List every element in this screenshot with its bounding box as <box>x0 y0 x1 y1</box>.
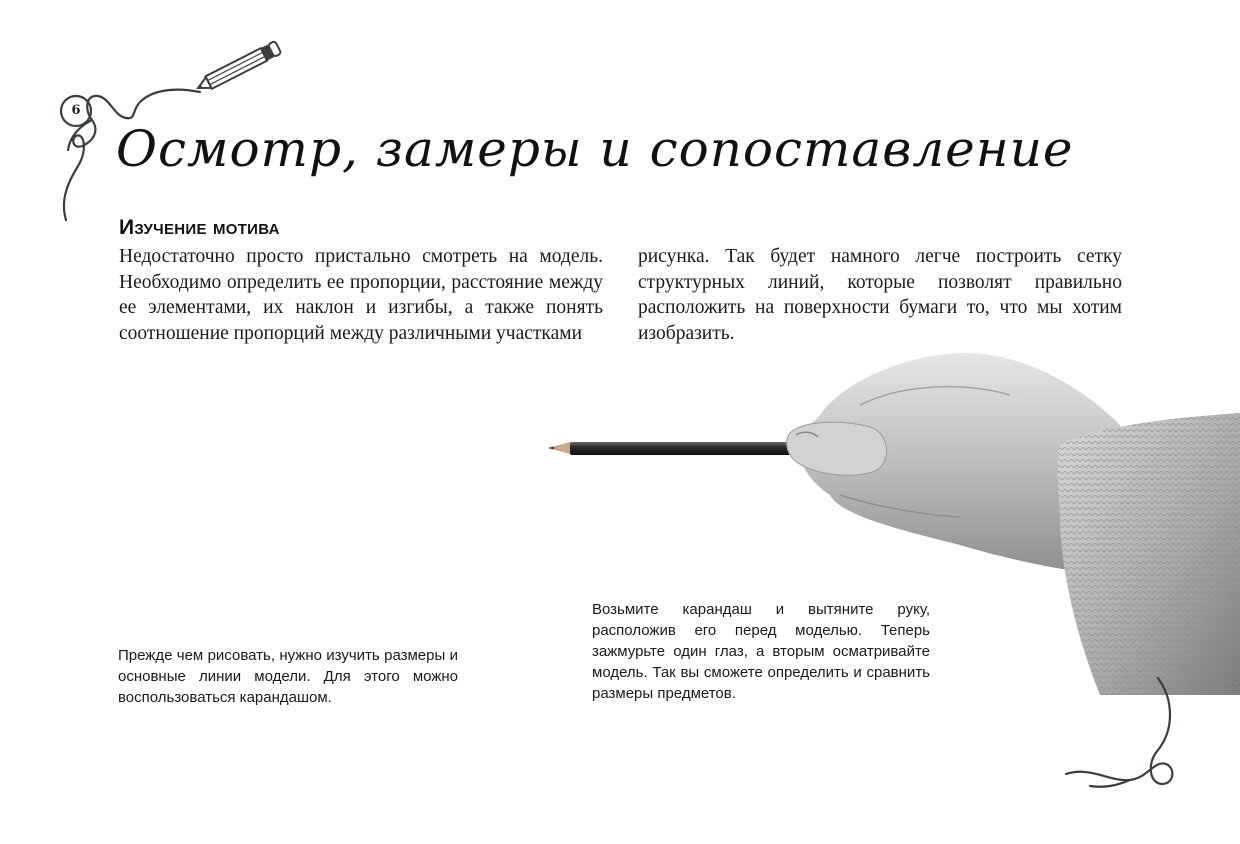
body-text-left-column: Недостаточно просто пристально смотреть на модель. Необходимо определить ее пропорции, расстояние между ее элементами, их наклон и изгибы, а также понять соотношение пропорций между различными участками <box>119 246 603 344</box>
page-title: Осмотр, замеры и сопоставление <box>116 120 1074 178</box>
swirl-ornament-icon <box>1050 660 1190 800</box>
section-heading: Изучение мотива <box>119 216 280 239</box>
caption-right: Возьмите карандаш и вытяните руку, расположив его перед моделью. Теперь зажмурьте один глаз, а вторым осматривайте модель. Так вы сможете определить и сравнить размеры предметов. <box>592 601 930 702</box>
page-number: 6 <box>71 102 81 118</box>
caption-left: Прежде чем рисовать, нужно изучить размеры и основные линии модели. Для этого можно воспользоваться карандашом. <box>118 647 458 706</box>
body-text-right-column: рисунка. Так будет намного легче построить сетку структурных линий, которые позволят правильно расположить на поверхности бумаги то, что мы хотим изобразить. <box>638 246 1122 344</box>
